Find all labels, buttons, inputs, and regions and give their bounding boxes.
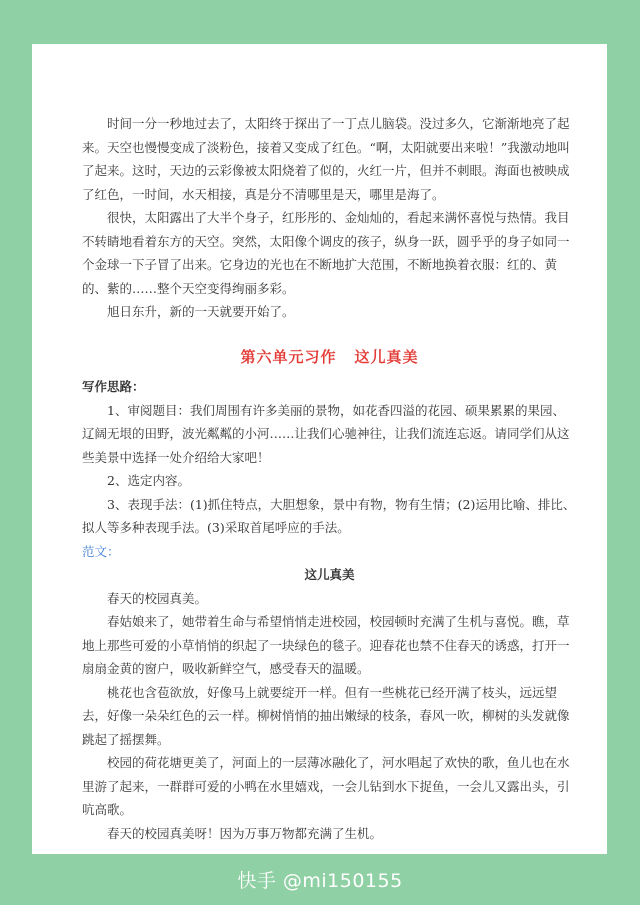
watermark: 快手 @mi150155 [237, 870, 403, 892]
guide-item: 1、审阅题目：我们周围有许多美丽的景物，如花香四溢的花园、硕果累累的果园、辽阔无垠的田野，波光粼粼的小河……让我们心驰神往，让我们流连忘返。请同学们从这些美景中选择一处介绍给大家吧！ [82, 402, 570, 465]
guide-label: 写作思路： [82, 379, 145, 394]
essay-paragraph: 春天的校园真美。 [107, 590, 208, 606]
essay-paragraph: 春姑娘来了，她带着生命与希望悄悄走进校园，校园顿时充满了生机与喜悦。瞧，草地上那些可爱的小草悄悄的织起了一块绿色的毯子。迎春花也禁不住春天的诱惑，打开一扇扇金黄的窗户，吸收新鲜空气，感受春天的温暖。 [82, 614, 570, 676]
unit-title-part1: 第六单元习作 [240, 347, 337, 366]
essay-paragraph: 校园的荷花塘更美了，河面上的一层薄冰融化了，河水唱起了欢快的歌，鱼儿也在水里游了起来，一群群可爱的小鸭在水里嬉戏，一会儿钻到水下捉鱼，一会儿又露出头，引吭高歌。 [82, 755, 570, 817]
guide-item: 3、表现手法：(1)抓住特点，大胆想象，景中有物，物有生情；(2)运用比喻、排比、拟人等多种表现手法。(3)采取首尾呼应的手法。 [82, 496, 576, 535]
story-paragraph: 很快，太阳露出了大半个身子，红彤彤的、金灿灿的，看起来满怀喜悦与热情。我目不转睛地看着东方的天空。突然，太阳像个调皮的孩子，纵身一跃，圆乎乎的身子如同一个金球一下子冒了出来。它身边的光也在不断地扩大范围，不断地换着衣服：红的、黄的、紫的……整个天空变得绚丽多彩。 [82, 210, 570, 296]
example-label: 范文： [82, 543, 120, 559]
essay-paragraph: 桃花也含苞欲放，好像马上就要绽开一样。但有一些桃花已经开满了枝头，远远望去，好像一朵朵红色的云一样。柳树悄悄的抽出嫩绿的枝条，春风一吹，柳树的头发就像跳起了摇摆舞。 [82, 684, 570, 747]
unit-title [82, 346, 577, 370]
essay-paragraph: 春天的校园真美呀！因为万事万物都充满了生机。 [107, 825, 383, 841]
guide-item: 2、选定内容。 [107, 473, 190, 488]
unit-title-part2: 这儿真美 [354, 347, 419, 366]
story-paragraph: 时间一分一秒地过去了，太阳终于探出了一丁点儿脑袋。没过多久，它渐渐地亮了起来。天空也慢慢变成了淡粉色，接着又变成了红色。“啊，太阳就要出来啦！”我激动地叫了起来。这时，天边的云彩像被太阳烧着了似的，火红一片，但并不刺眼。海面也被映成了红色，一时间，水天相接，真是分不清哪里是天，哪里是海了。 [82, 116, 570, 202]
document-content [82, 112, 577, 845]
story-paragraph: 旭日东升，新的一天就要开始了。 [107, 304, 295, 319]
essay-title: 这儿真美 [304, 567, 355, 582]
